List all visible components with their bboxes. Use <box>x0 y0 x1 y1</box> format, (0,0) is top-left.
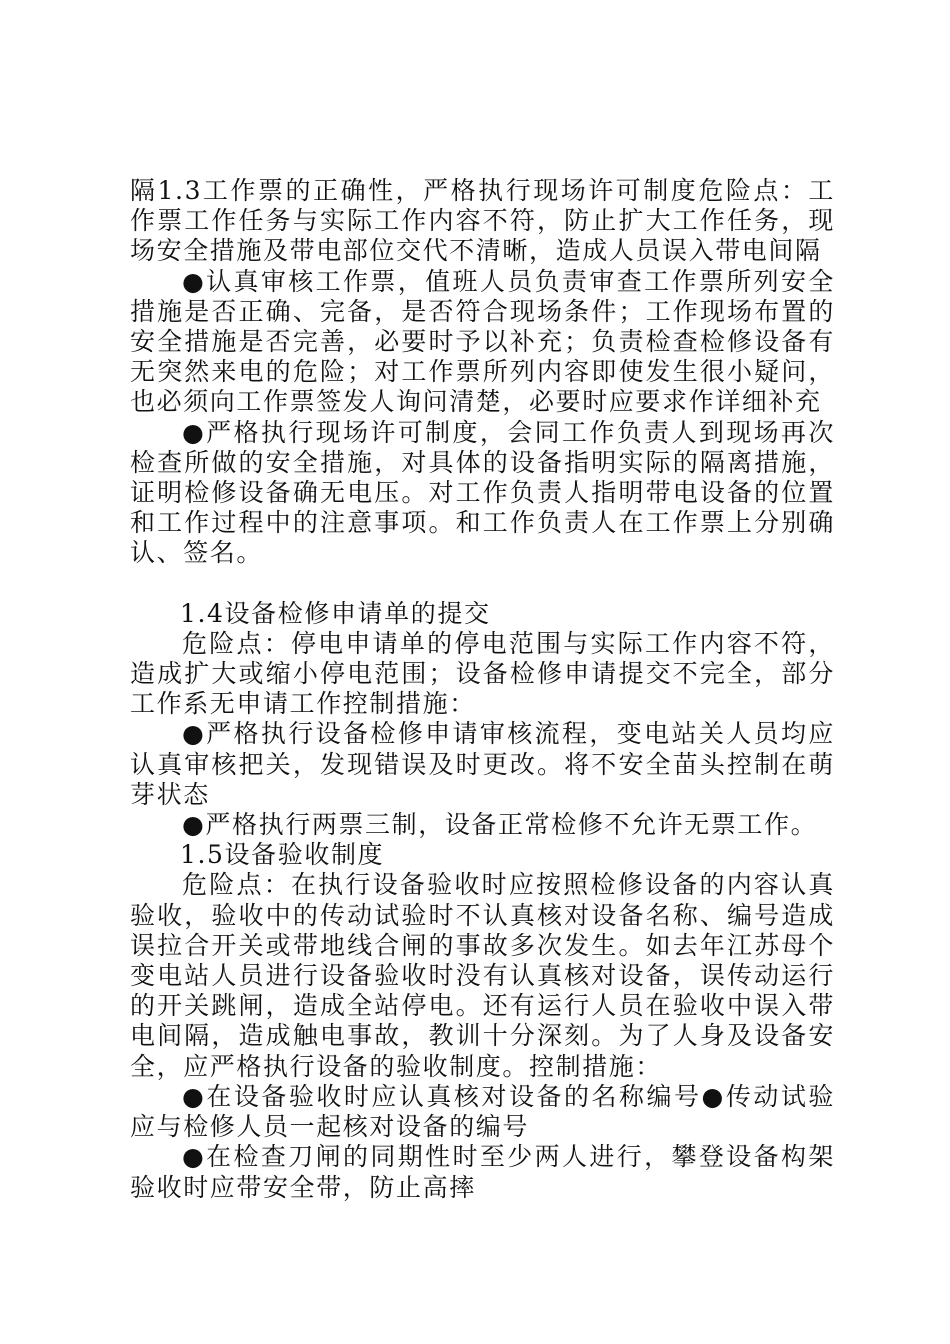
paragraph-two-tickets-three-systems: ●严格执行两票三制，设备正常检修不允许无票工作。 <box>182 810 818 840</box>
document-body <box>130 176 835 1203</box>
paragraph-review-work-ticket: ●认真审核工作票，值班人员负责审查工作票所列安全措施是否正确、完备，是否符合现场条件；工作现场布置的安全措施是否完善，必要时予以补充；负责检查检修设备有无突然来电的危险；对工作票所列内容即使发生很小疑问，也必须向工作票签发人询问清楚，必要时应要求作详细补充 <box>130 266 835 417</box>
section-heading-1-4: 1.4设备检修申请单的提交 <box>180 598 491 628</box>
paragraph-site-permission: ●严格执行现场许可制度，会同工作负责人到现场再次检查所做的安全措施，对具体的设备指明实际的隔离措施，证明检修设备确无电压。对工作负责人指明带电设备的位置和工作过程中的注意事项。和工作负责人在工作票上分别确认、签名。 <box>130 417 835 568</box>
paragraph-1-5-risk-point: 危险点：在执行设备验收时应按照检修设备的内容认真验收，验收中的传动试验时不认真核对设备名称、编号造成误拉合开关或带地线合闸的事故多次发生。如去年江苏母个变电站人员进行设备验收时没有认真核对设备，误传动运行的开关跳闸，造成全站停电。还有运行人员在验收中误入带电间隔，造成触电事故，教训十分深刻。为了人身及设备安全，应严格执行设备的验收制度。控制措施： <box>130 870 835 1081</box>
paragraph-1-4-risk-point: 危险点：停电申请单的停电范围与实际工作内容不符，造成扩大或缩小停电范围；设备检修申请提交不完全，部分工作系无申请工作控制措施： <box>130 628 835 719</box>
paragraph-1-3-work-ticket: 隔1.3工作票的正确性，严格执行现场许可制度危险点：工作票工作任务与实际工作内容不符，防止扩大工作任务，现场安全措施及带电部位交代不清晰，造成人员误入带电间隔 <box>130 176 835 266</box>
paragraph-disconnector-check: ●在检查刀闸的同期性时至少两人进行，攀登设备构架验收时应带安全带，防止高摔 <box>130 1142 835 1202</box>
paragraph-check-equipment-names: ●在设备验收时应认真核对设备的名称编号●传动试验应与检修人员一起核对设备的编号 <box>130 1081 835 1142</box>
paragraph-1-4-review-process: ●严格执行设备检修申请审核流程，变电站关人员均应认真审核把关，发现错误及时更改。将不安全苗头控制在萌芽状态 <box>130 719 835 809</box>
section-heading-1-5: 1.5设备验收制度 <box>180 840 385 870</box>
